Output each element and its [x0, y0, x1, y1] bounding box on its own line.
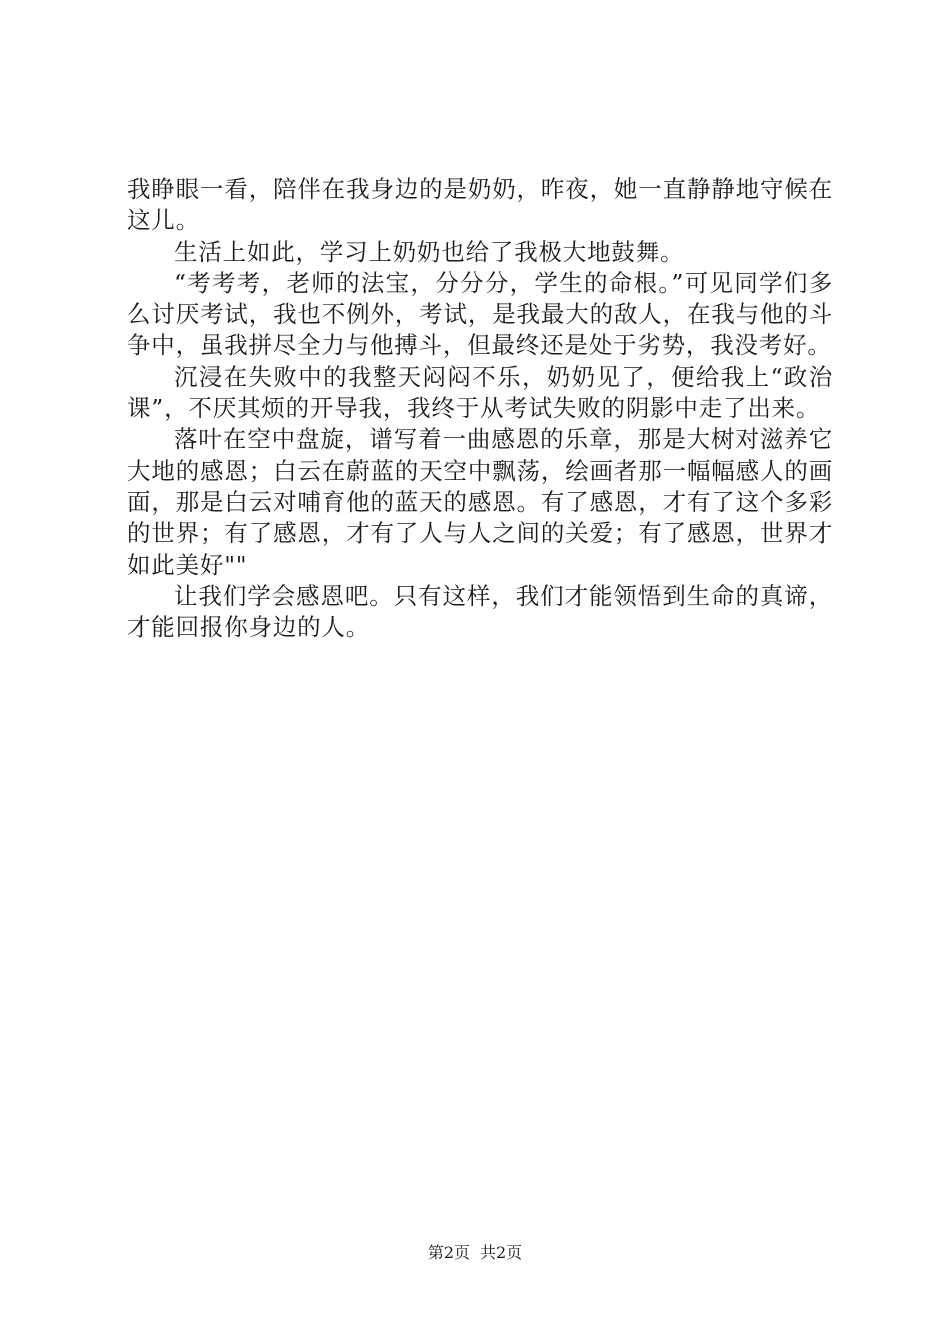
paragraph-3: “考考考，老师的法宝，分分分，学生的命根。”可见同学们多么讨厌考试，我也不例外，考试，是我最大的敌人，在我与他的斗争中，虽我拼尽全力与他搏斗，但最终还是处于劣势，我没考好。 [127, 268, 833, 360]
paragraph-4: 沉浸在失败中的我整天闷闷不乐，奶奶见了，便给我上“政治课”，不厌其烦的开导我，我终于从考试失败的阴影中走了出来。 [127, 362, 833, 423]
paragraph-6: 让我们学会感恩吧。只有这样，我们才能领悟到生命的真谛，才能回报你身边的人。 [127, 581, 833, 642]
page-number: 第2页 [427, 1243, 470, 1262]
paragraph-5: 落叶在空中盘旋，谱写着一曲感恩的乐章，那是大树对滋养它大地的感恩；白云在蔚蓝的天空中飘荡，绘画者那一幅幅感人的画面，那是白云对哺育他的蓝天的感恩。有了感恩，才有了这个多彩的世界；有了感恩，才有了人与人之间的关爱；有了感恩，世界才如此美好"" [127, 425, 833, 579]
body-text [127, 174, 833, 643]
paragraph-1: 我睁眼一看，陪伴在我身边的是奶奶，昨夜，她一直静静地守候在这儿。 [127, 175, 833, 235]
page-footer [0, 1243, 950, 1263]
page-total: 共2页 [480, 1243, 523, 1262]
paragraph-2: 生活上如此，学习上奶奶也给了我极大地鼓舞。 [174, 237, 685, 266]
